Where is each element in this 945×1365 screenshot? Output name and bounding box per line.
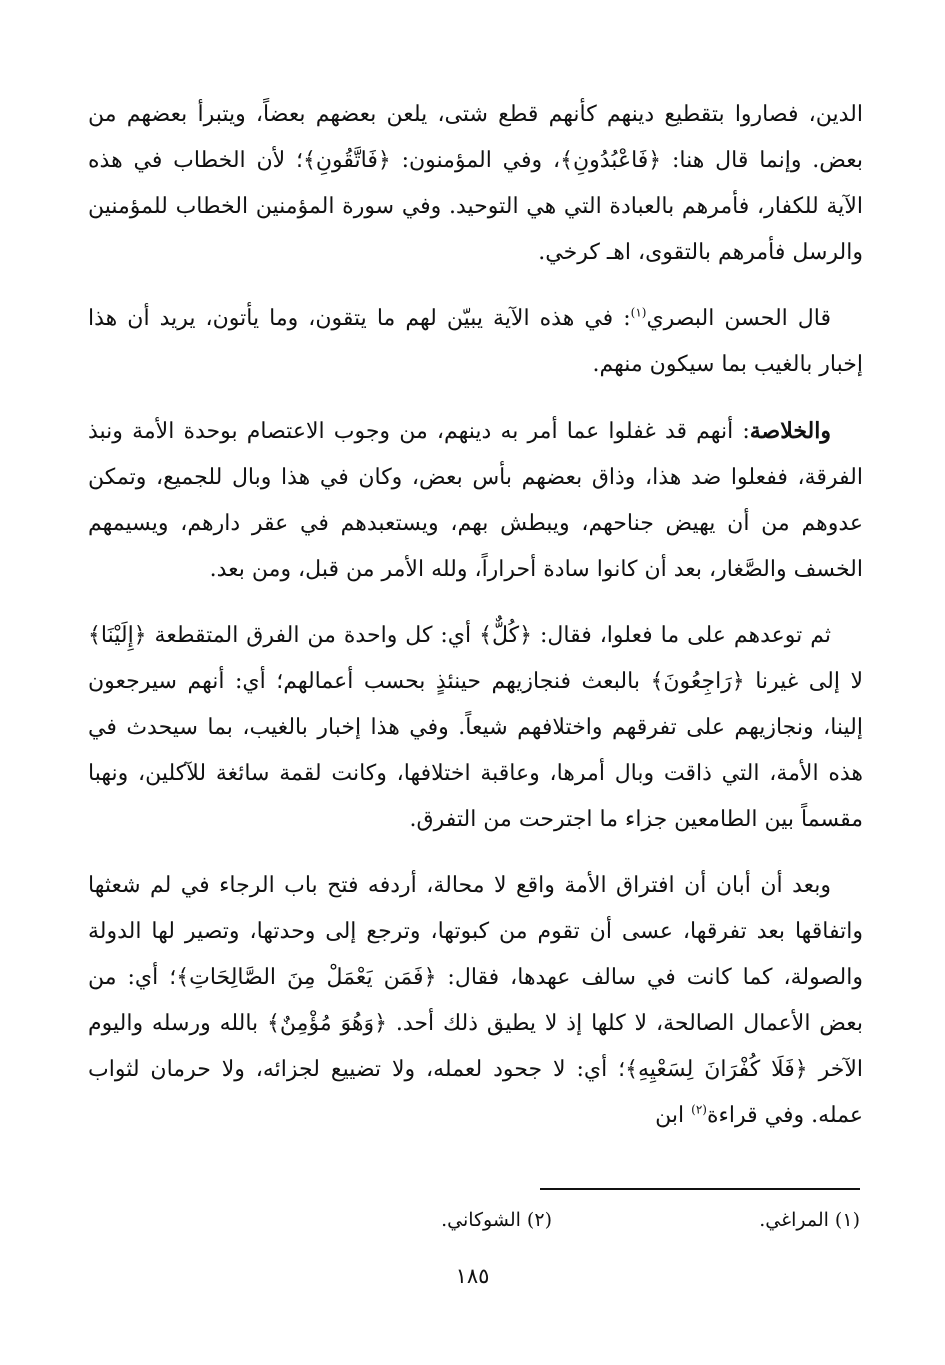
paragraph-1-text: الدين، فصاروا بتقطيع دينهم كأنهم قطع شتى، يلعن بعضهم بعضاً، ويتبرأ بعضهم من بعض. وإنما قال هنا: ﴿فَاعْبُدُونِ﴾، وفي المؤمنون: ﴿فَاتَّقُونِ﴾؛ لأن الخطاب في هذه الآية للكفار، فأمرهم بالعبادة التي هي التوحيد. وفي سورة المؤمنين الخطاب للمؤمنين والرسل فأمرهم بالتقوى، اهـ كرخي.	[88, 102, 863, 265]
paragraph-5	[88, 863, 863, 1139]
paragraph-4	[88, 613, 863, 843]
paragraph-2	[88, 296, 863, 388]
main-text	[88, 92, 863, 1159]
footnote-ref-1: (١)	[630, 305, 647, 320]
paragraph-2-text-after: : في هذه الآية يبيّن لهم ما يتقون، وما يأتون، يريد أن هذا إخبار بالغيب بما سيكون منهم.	[88, 306, 863, 377]
paragraph-2-text-before: قال الحسن البصري	[646, 306, 831, 331]
page-number: ١٨٥	[455, 1264, 490, 1288]
paragraph-5-text-before: وبعد أن أبان أن افتراق الأمة واقع لا محالة، أردفه فتح باب الرجاء في لم شعثها واتفاقها بعد تفرقها، عسى أن تقوم من كبوتها، وترجع إلى وحدتها، وتصير لها الدولة والصولة، كما كانت في سالف عهدها، فقال: ﴿فَمَن يَعْمَلْ مِنَ الصَّالِحَاتِ﴾؛ أي: من بعض الأعمال الصالحة، لا كلها إذ لا يطيق ذلك أحد. ﴿وَهُوَ مُؤْمِنٌ﴾ بالله ورسله واليوم الآخر ﴿فَلَا كُفْرَانَ لِسَعْيِهِ﴾؛ أي: لا جحود لعمله، ولا تضييع لجزائه، ولا حرمان لثواب عمله. وفي قراءة	[88, 873, 863, 1128]
footnote-1: (١) المراغي.	[759, 1209, 860, 1231]
paragraph-4-text: ثم توعدهم على ما فعلوا، فقال: ﴿كُلٌّ﴾ أي: كل واحدة من الفرق المتقطعة ﴿إِلَيْنَا﴾ لا إلى غيرنا ﴿رَاجِعُونَ﴾ بالبعث فنجازيهم حينئذٍ بحسب أعمالهم؛ أي: أنهم سيرجعون إلينا، ونجازيهم على تفرقهم واختلافهم شيعاً. وفي هذا إخبار بالغيب، بما سيحدث في هذه الأمة، التي ذاقت وبال أمرها، وعاقبة اختلافها، وكانت لقمة سائغة للآكلين، ونهبا مقسماً بين الطامعين جزاء ما اجترحت من التفرق.	[88, 623, 863, 832]
paragraph-5-text-after: ابن	[655, 1103, 692, 1128]
footnote-ref-2: (٢)	[691, 1102, 707, 1117]
paragraph-3-text: : أنهم قد غفلوا عما أمر به دينهم، من وجوب الاعتصام بوحدة الأمة ونبذ الفرقة، ففعلوا ضد هذا، وذاق بعضهم بأس بعض، وكان في هذا وبال للجميع، وتمكن عدوهم من أن يهيض جناحهم، ويبطش بهم، ويستعبدهم في عقر دارهم، ويسيمهم الخسف والصَّغار، بعد أن كانوا سادة أحراراً، ولله الأمر من قبل، ومن بعد.	[88, 419, 863, 582]
paragraph-3	[88, 408, 863, 593]
footnote-2: (٢) الشوكاني.	[441, 1209, 552, 1231]
footnote-divider	[540, 1188, 860, 1190]
summary-heading: والخلاصة	[749, 418, 831, 444]
paragraph-1	[88, 92, 863, 276]
